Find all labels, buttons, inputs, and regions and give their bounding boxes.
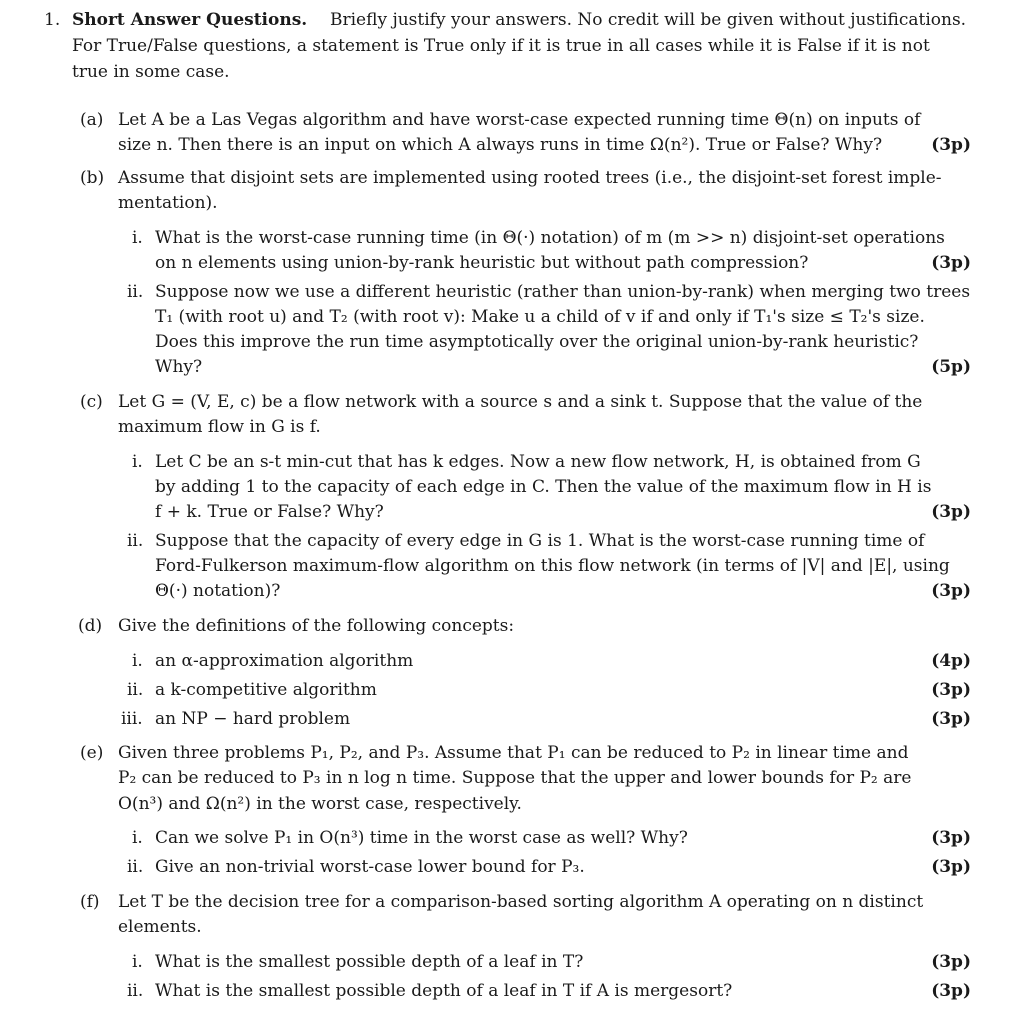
part-c-i-label: i. [132,452,143,472]
question-intro-1: Briefly justify your answers. No credit will be given without justifications. [330,10,967,30]
part-e-label: (e) [80,743,104,763]
part-b-i-line1: What is the worst-case running time (in Θ(·) notation) of m (m >> n) disjoint-set operations [155,228,945,248]
part-b-line2: mentation). [118,193,218,213]
part-a-points: (3p) [931,135,971,155]
part-b-ii-line3: Does this improve the run time asymptotically over the original union-by-rank heuristic? [155,332,919,352]
part-f-line1: Let T be the decision tree for a comparison-based sorting algorithm A operating on n distinct [118,892,924,912]
part-b-label: (b) [80,168,105,188]
part-c-i-line1: Let C be an s-t min-cut that has k edges. Now a new flow network, H, is obtained from G [155,452,921,472]
part-b-i-points: (3p) [931,253,971,273]
part-e-i-points: (3p) [931,828,971,848]
part-e-ii-points: (3p) [931,857,971,877]
part-a-line2: size n. Then there is an input on which A always runs in time Ω(n²). True or False? Why? [118,135,883,155]
question-number: 1. [44,10,61,30]
part-e-line1: Given three problems P₁, P₂, and P₃. Assume that P₁ can be reduced to P₂ in linear time and [118,743,909,763]
part-b-i-line2: on n elements using union-by-rank heuristic but without path compression? [155,253,809,273]
part-e-i-text: Can we solve P₁ in O(n³) time in the worst case as well? Why? [155,828,688,848]
part-d-ii-text: a k-competitive algorithm [155,680,377,700]
part-f-i-points: (3p) [931,952,971,972]
part-d-ii-points: (3p) [931,680,971,700]
question-intro-2: For True/False questions, a statement is True only if it is true in all cases while it is False if it is not [72,36,930,56]
part-a-line1: Let A be a Las Vegas algorithm and have worst-case expected running time Θ(n) on inputs of [118,110,921,130]
question-intro-3: true in some case. [72,62,230,82]
part-b-ii-label: ii. [127,282,144,302]
part-b-ii-points: (5p) [931,357,971,377]
part-c-i-line3: f + k. True or False? Why? [155,502,384,522]
part-d-iii-label: iii. [121,709,143,729]
part-c-label: (c) [80,392,103,412]
part-f-i-label: i. [132,952,143,972]
part-c-line2: maximum flow in G is f. [118,417,321,437]
part-e-ii-label: ii. [127,857,144,877]
part-e-line2: P₂ can be reduced to P₃ in n log n time. Suppose that the upper and lower bounds for P₂ are [118,768,912,788]
part-d-i-points: (4p) [931,651,971,671]
part-d-label: (d) [78,616,103,636]
part-c-ii-line1: Suppose that the capacity of every edge in G is 1. What is the worst-case running time of [155,531,925,551]
part-c-i-points: (3p) [931,502,971,522]
part-c-i-line2: by adding 1 to the capacity of each edge in C. Then the value of the maximum flow in H is [155,477,932,497]
part-d-iii-text: an NP − hard problem [155,709,351,729]
part-f-ii-points: (3p) [931,981,971,1001]
part-c-ii-line3: Θ(·) notation)? [155,581,281,601]
part-d-iii-points: (3p) [931,709,971,729]
part-d-ii-label: ii. [127,680,144,700]
part-f-ii-label: ii. [127,981,144,1001]
part-c-ii-line2: Ford-Fulkerson maximum-flow algorithm on this flow network (in terms of |V| and |E|, using [155,556,950,576]
part-b-ii-line4: Why? [155,357,203,377]
part-f-ii-text: What is the smallest possible depth of a leaf in T if A is mergesort? [155,981,733,1001]
part-a-label: (a) [80,110,104,130]
part-b-ii-line2: T₁ (with root u) and T₂ (with root v): Make u a child of v if and only if T₁'s size ≤ T₂'s size. [155,307,925,327]
part-b-i-label: i. [132,228,143,248]
part-f-label: (f) [80,892,100,912]
part-c-line1: Let G = (V, E, c) be a flow network with a source s and a sink t. Suppose that the value of the [118,392,923,412]
part-f-i-text: What is the smallest possible depth of a leaf in T? [155,952,584,972]
part-d-i-label: i. [132,651,143,671]
part-c-ii-points: (3p) [931,581,971,601]
part-e-i-label: i. [132,828,143,848]
part-c-ii-label: ii. [127,531,144,551]
part-d-i-text: an α-approximation algorithm [155,651,414,671]
part-e-line3: O(n³) and Ω(n²) in the worst case, respectively. [118,794,522,814]
question-title: Short Answer Questions. [72,10,308,30]
part-d-line1: Give the definitions of the following concepts: [118,616,515,636]
part-f-line2: elements. [118,917,202,937]
part-b-line1: Assume that disjoint sets are implemented using rooted trees (i.e., the disjoint-set forest imple- [118,168,942,188]
part-b-ii-line1: Suppose now we use a different heuristic (rather than union-by-rank) when merging two trees [155,282,971,302]
part-e-ii-text: Give an non-trivial worst-case lower bound for P₃. [155,857,585,877]
